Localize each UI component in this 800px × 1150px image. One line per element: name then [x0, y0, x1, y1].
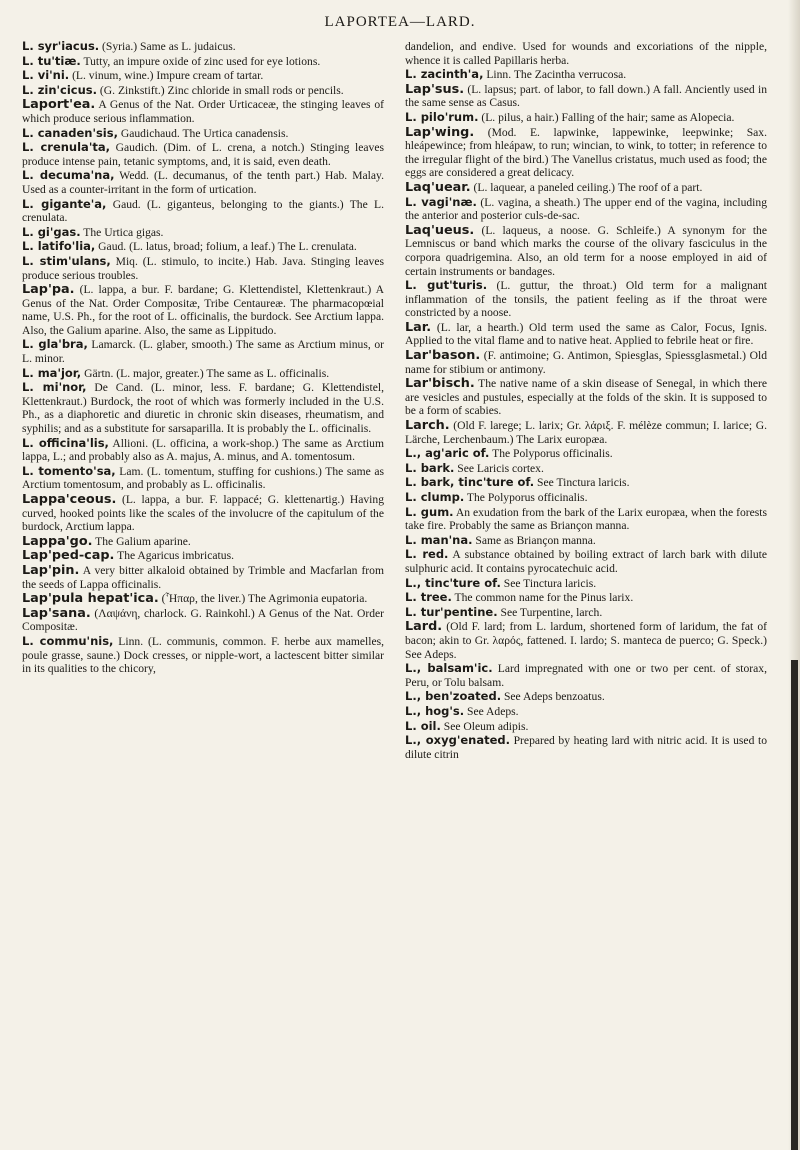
entry-headword: L. canaden'sis,: [22, 125, 118, 140]
left-column: [22, 40, 384, 1140]
entry-definition: See Oleum adipis.: [440, 719, 529, 733]
dictionary-entry: [22, 549, 384, 563]
dictionary-entry: [405, 491, 767, 505]
entry-headword: Lap'ped-cap.: [22, 548, 115, 564]
entry-headword: L. gigante'a,: [22, 196, 107, 211]
dictionary-entry: [22, 635, 384, 676]
entry-definition: (Mod. E. lapwinke, lappewinke, leepwinke; Sax. hleápewince; from hleápaw, to run; wincian, to wink, to totter; in reference to the irregular flight of the bird.) The Vanellus cristatus, much used as food; the eggs are considered a great delicacy.: [405, 125, 767, 180]
dictionary-entry: [405, 662, 767, 689]
entry-definition: See Turpentine, larch.: [497, 605, 603, 619]
dictionary-entry: [405, 534, 767, 548]
dictionary-entry: [405, 720, 767, 734]
entry-definition: Prepared by heating lard with nitric acid. It is used to dilute citrin: [405, 734, 767, 761]
dictionary-entry: [405, 83, 767, 110]
entry-headword: Lar'bason.: [405, 348, 481, 364]
entry-headword: L. pilo'rum.: [405, 109, 479, 124]
dictionary-entry: [22, 535, 384, 549]
page-header: LAPORTEA—LARD.: [324, 14, 476, 30]
dictionary-entry: [405, 181, 767, 195]
dictionary-entry: [405, 690, 767, 704]
dictionary-entry: [405, 462, 767, 476]
entry-definition: Allioni. (L. officina, a work-shop.) The same as Arctium lappa, L.; and probably also as A. majus, A. minus, and A. tomentosum.: [22, 436, 384, 464]
entry-definition: Gaudich. (Dim. of L. crena, a notch.) Stinging leaves produce intense pain, tetanic symptoms, and, it is said, even death.: [22, 141, 384, 168]
entry-definition: (L. guttur, the throat.) Old term for a malignant inflammation of the tonsils, the patient feeling as if the throat were constricted by a noose.: [405, 279, 767, 320]
entry-definition: (L. laquear, a paneled ceiling.) The roof of a part.: [470, 180, 703, 194]
dictionary-entry: [22, 255, 384, 282]
dictionary-entry: [22, 592, 384, 606]
dictionary-entry: [405, 606, 767, 620]
dictionary-entry: [22, 40, 384, 54]
dictionary-entry: [22, 437, 384, 464]
entry-headword: Lappa'ceous.: [22, 492, 117, 507]
dictionary-entry: [405, 447, 767, 461]
dictionary-entry: [405, 377, 767, 418]
entry-definition: The Urtica gigas.: [80, 225, 164, 239]
dictionary-entry: [22, 226, 384, 240]
entry-headword: L., balsam'ic.: [405, 661, 493, 676]
entry-definition: A substance obtained by boiling extract of larch bark with dilute sulphuric acid. It contains pyrocatechuic acid.: [405, 548, 767, 575]
entry-definition: See Adeps benzoatus.: [501, 690, 605, 704]
dictionary-entry: [22, 607, 384, 634]
entry-definition: The native name of a skin disease of Senegal, in which there are vesicles and pustules, especially at the folds of the skin. It is supposed to be a form of scabies.: [405, 377, 767, 418]
dictionary-entry: [22, 381, 384, 435]
dictionary-entry: [22, 493, 384, 534]
entry-headword: Lappa'go.: [22, 533, 93, 549]
entry-definition: See Tinctura laricis.: [534, 476, 630, 490]
entry-definition: (L. vinum, wine.) Impure cream of tartar.: [69, 69, 264, 83]
entry-headword: Lar.: [405, 319, 432, 335]
entry-definition: (Ἧπαρ, the liver.) The Agrimonia eupatoria.: [158, 592, 368, 606]
dictionary-entry: [405, 577, 767, 591]
entry-definition: (L. vagina, a sheath.) The upper end of the vagina, including the anterior and posterior culs-de-sac.: [405, 195, 767, 223]
entry-headword: L. crenula'ta,: [22, 140, 110, 155]
entry-headword: Larch.: [405, 418, 450, 434]
entry-headword: L. man'na.: [405, 532, 473, 547]
dictionary-entry: [405, 506, 767, 533]
entry-definition: (Old F. larege; L. larix; Gr. λάριξ. F. mélèze commun; I. larice; G. Lärche, Lerchenbaum.) The Larix europæa.: [405, 419, 767, 446]
dictionary-entry: [405, 111, 767, 125]
entry-headword: L. stim'ulans,: [22, 253, 111, 268]
entry-headword: L. clump.: [405, 490, 465, 504]
entry-definition: The Agaricus imbricatus.: [114, 549, 234, 563]
entry-headword: Laq'ueus.: [405, 222, 475, 238]
dictionary-entry: [22, 367, 384, 381]
dictionary-entry: [22, 169, 384, 196]
dictionary-entry: [405, 349, 767, 376]
entry-definition: (G. Zinkstift.) Zinc chloride in small rods or pencils.: [97, 83, 344, 97]
entry-definition: See Laricis cortex.: [454, 461, 544, 475]
entry-definition: Lam. (L. tomentum, stuffing for cushions.) The same as Arctium tomentosum, and probably as L. officinalis.: [22, 464, 384, 492]
entry-definition: Linn. (L. communis, common. F. herbe aux mamelles, poule grasse, saune.) Dock cresses, or nipple-wort, a lactescent bitter similar in its qualities to the chicory,: [22, 634, 384, 676]
dictionary-entry: [22, 283, 384, 337]
entry-definition: A Genus of the Nat. Order Urticaceæ, the stinging leaves of which produce serious inflammation.: [22, 98, 384, 125]
entry-headword: Lap'sana.: [22, 605, 91, 621]
entry-headword: Lap'pula hepat'ica.: [22, 591, 159, 607]
dictionary-entry: [405, 620, 767, 661]
page-spine: [788, 0, 800, 1150]
entry-headword: L., ag'aric of.: [405, 446, 490, 461]
entry-definition: (L. lappa, a bur. F. bardane; G. Klettendistel, Klettenkraut.) A Genus of the Nat. Order Compositæ, Tribe Centaureæ. The pharmacopœial name, U.S. Ph., for the root of L. officinalis, the burdock. See Arctium lappa. Also, the Galium aparine. Also, the same as Lippitudo.: [22, 283, 384, 337]
dictionary-entry: [22, 240, 384, 254]
entry-definition: The common name for the Pinus larix.: [451, 591, 634, 605]
entry-definition: (Old F. lard; from L. lardum, shortened form of laridum, the fat of bacon; akin to Gr. λαρός, fattened. I. lardo; S. manteca de puerco; G. Speck.) See Adeps.: [405, 620, 767, 661]
entry-headword: L. officina'lis,: [22, 435, 109, 450]
entry-headword: L., hog's.: [405, 703, 465, 718]
entry-headword: Lar'bisch.: [405, 376, 475, 392]
entry-definition: Gaud. (L. giganteus, belonging to the giants.) The L. crenulata.: [22, 197, 384, 225]
dictionary-entry: [405, 705, 767, 719]
entry-headword: Laq'uear.: [405, 179, 471, 195]
entry-definition: (L. lapsus; part. of labor, to fall down.) A fall. Anciently used in the same sense as Casus.: [405, 82, 767, 110]
entry-headword: L. tur'pentine.: [405, 604, 498, 619]
entry-headword: Laport'ea.: [22, 97, 96, 113]
entry-headword: L. vagi'næ.: [405, 194, 477, 209]
dictionary-entry: [22, 465, 384, 492]
entry-definition: (L. laqueus, a noose. G. Schleife.) A synonym for the Lemniscus or band which marks the course of the olivary fasciculus in the corpora quadrigemina. Also, an old term for a noose employed in aid of certain instruments or bandages.: [405, 223, 767, 278]
right-column: [405, 40, 767, 1140]
dictionary-entry: [22, 564, 384, 591]
entry-definition: Gärtn. (L. major, greater.) The same as L. officinalis.: [81, 366, 330, 380]
entry-headword: L. vi'ni.: [22, 68, 70, 83]
entry-headword: L. tu'tiæ.: [22, 53, 81, 68]
entry-definition: Linn. The Zacintha verrucosa.: [483, 68, 627, 82]
entry-headword: L. commu'nis,: [22, 633, 114, 648]
dictionary-entry: [22, 98, 384, 125]
dictionary-entry: [405, 419, 767, 446]
entry-headword: L. zin'cicus.: [22, 82, 98, 97]
entry-definition: (L. pilus, a hair.) Falling of the hair; same as Alopecia.: [478, 110, 735, 124]
entry-headword: L. zacinth'a,: [405, 67, 484, 82]
dictionary-entry: [405, 476, 767, 490]
entry-headword: Lap'sus.: [405, 81, 465, 97]
entry-headword: L. mi'nor,: [22, 380, 87, 395]
entry-definition: dandelion, and endive. Used for wounds and excoriations of the nipple, whence it is called Papillaris herba.: [405, 40, 767, 67]
entry-definition: An exudation from the bark of the Larix europæa, when the forests take fire. Probably the same as Briançon manna.: [405, 505, 767, 533]
entry-headword: L. gum.: [405, 504, 454, 519]
entry-headword: L., oxyg'enated.: [405, 733, 510, 748]
dictionary-entry: [405, 126, 767, 180]
dictionary-entry: [22, 69, 384, 83]
entry-headword: L. gi'gas.: [22, 224, 81, 239]
dictionary-entry: [22, 338, 384, 365]
entry-headword: L. bark.: [405, 460, 455, 475]
entry-headword: L., tinc'ture of.: [405, 575, 501, 590]
entry-definition: (L. lappa, a bur. F. lappacé; G. klettenartig.) Having curved, hooked points like the scales of the involucre of the capitulum of the burdock, Arctium lappa.: [22, 493, 384, 534]
entry-headword: L. tree.: [405, 590, 452, 605]
entry-headword: L. ma'jor,: [22, 365, 82, 380]
entry-definition: Gaud. (L. latus, broad; folium, a leaf.) The L. crenulata.: [95, 240, 357, 254]
entry-headword: L. gut'turis.: [405, 278, 488, 293]
entry-definition: (Λαψάνη, charlock. G. Rainkohl.) A Genus of the Nat. Order Compositæ.: [22, 606, 384, 634]
entry-headword: Lard.: [405, 619, 443, 635]
dictionary-entry: [22, 55, 384, 69]
entry-headword: L. latifo'lia,: [22, 239, 96, 254]
entry-definition: Same as Briançon manna.: [472, 533, 596, 547]
entry-headword: L. gla'bra,: [22, 337, 88, 352]
entry-definition: See Adeps.: [464, 704, 519, 718]
entry-headword: Lap'wing.: [405, 124, 475, 140]
entry-definition: Wedd. (L. decumanus, of the tenth part.) Hab. Malay. Used as a counter-irritant in the form of urtication.: [22, 169, 384, 196]
entry-headword: Lap'pin.: [22, 562, 80, 578]
entry-definition: (F. antimoine; G. Antimon, Spiesglas, Spiessglasmetal.) Old name for stibium or antimony.: [405, 349, 767, 376]
entry-definition: (Syria.) Same as L. judaicus.: [99, 40, 236, 53]
entry-definition: A very bitter alkaloid obtained by Trimble and Macfarlan from the seeds of Lappa officinalis.: [22, 563, 384, 591]
dictionary-entry: [22, 127, 384, 141]
dictionary-entry: [405, 321, 767, 348]
dictionary-entry: [405, 196, 767, 223]
entry-definition: De Cand. (L. minor, less. F. bardane; G. Klettendistel, Klettenkraut.) Burdock, the root of which was formerly included in the U.S. Ph., as a diaphoretic and diuretic in chronic skin diseases, rheumatism, and syphilis; and as a substitute for sarsaparilla. It is probably the L. officinalis.: [22, 381, 384, 436]
entry-definition: Miq. (L. stimulo, to incite.) Hab. Java. Stinging leaves produce serious troubles.: [22, 254, 384, 282]
entry-definition: The Galium aparine.: [92, 534, 191, 548]
dictionary-entry: [405, 591, 767, 605]
entry-definition: See Tinctura laricis.: [500, 576, 597, 590]
entry-headword: Lap'pa.: [22, 282, 75, 298]
entry-definition: Tutty, an impure oxide of zinc used for eye lotions.: [80, 54, 321, 68]
dictionary-entry: [405, 224, 767, 278]
entry-definition: Lard impregnated with one or two per cent. of storax, Peru, or Tolu balsam.: [405, 662, 767, 689]
entry-headword: L. oil.: [405, 718, 441, 733]
entry-definition: The Polyporus officinalis.: [464, 491, 588, 504]
entry-definition: The Polyporus officinalis.: [489, 447, 613, 461]
dictionary-entry: [22, 141, 384, 168]
dictionary-entry: [405, 279, 767, 320]
entry-headword: L. bark, tinc'ture of.: [405, 475, 535, 490]
entry-headword: L. decuma'na,: [22, 168, 115, 183]
entry-definition: Lamarck. (L. glaber, smooth.) The same as Arctium minus, or L. minor.: [22, 338, 384, 366]
dictionary-entry: [405, 734, 767, 761]
binding-edge: [791, 660, 798, 1150]
dictionary-entry: [405, 548, 767, 575]
entry-headword: L. syr'iacus.: [22, 40, 100, 53]
entry-headword: L., ben'zoated.: [405, 689, 502, 704]
dictionary-entry: [22, 198, 384, 225]
dictionary-entry: [405, 40, 767, 67]
dictionary-entry: [22, 84, 384, 98]
entry-headword: L. tomento'sa,: [22, 463, 116, 478]
dictionary-entry: [405, 68, 767, 82]
entry-definition: Gaudichaud. The Urtica canadensis.: [117, 126, 289, 140]
entry-definition: (L. lar, a hearth.) Old term used the same as Calor, Focus, Ignis. Applied to the vital flame and to native heat. Applied to febrile heat or fire.: [405, 320, 767, 348]
entry-headword: L. red.: [405, 547, 449, 562]
